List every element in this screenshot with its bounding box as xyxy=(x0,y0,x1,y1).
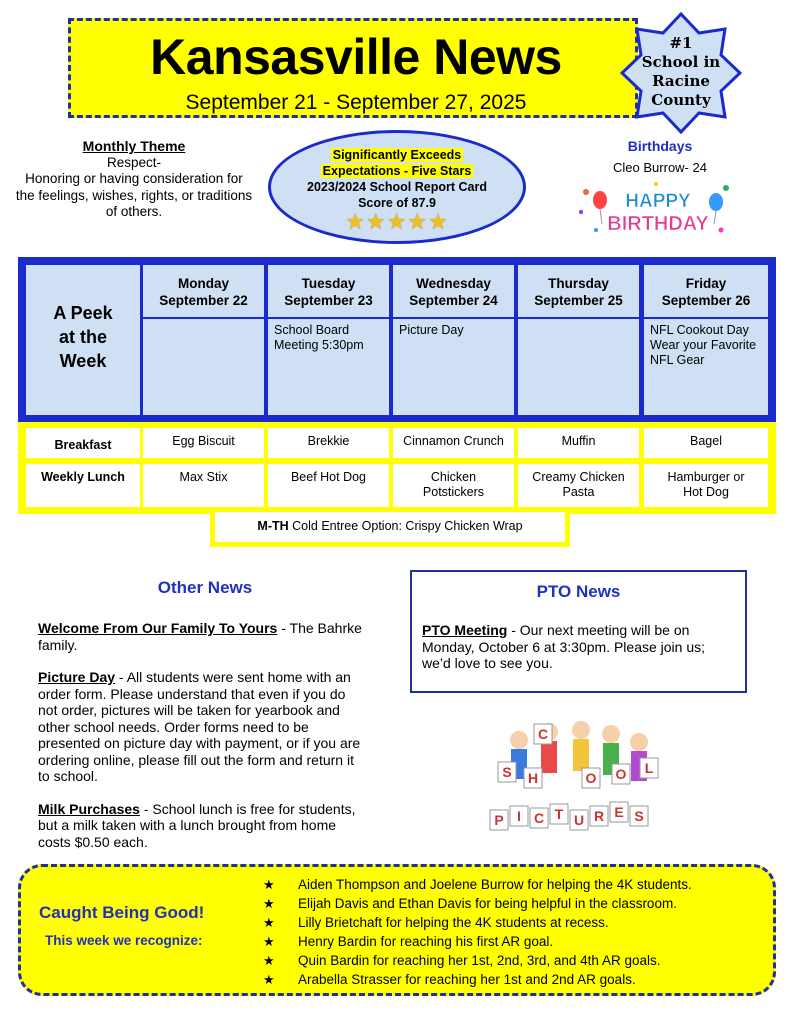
pictures-letter: U xyxy=(573,812,585,828)
lunch-item: Chicken Potstickers xyxy=(393,464,514,507)
recognition-item: ★ Elijah Davis and Ethan Davis for being helpful in the classroom. xyxy=(257,894,772,913)
day-event-text: Picture Day xyxy=(399,323,464,337)
day-date: September 22 xyxy=(159,293,248,308)
day-event-text: School Board Meeting 5:30pm xyxy=(274,323,364,352)
school-letter: C xyxy=(537,726,549,742)
day-header xyxy=(518,265,639,317)
school-letter: O xyxy=(585,770,597,786)
day-date: September 26 xyxy=(661,293,751,308)
lunch-item: Hamburger or Hot Dog xyxy=(644,464,768,507)
birthdays xyxy=(570,138,750,176)
badge-line: #1 xyxy=(669,34,693,52)
peek-cell xyxy=(26,265,140,415)
day-name: Tuesday xyxy=(301,276,356,291)
recognition-item: ★ Aiden Thompson and Joelene Burrow for helping the 4K students. xyxy=(257,875,772,894)
caught-being-good-box xyxy=(18,864,776,996)
news-item-title: Milk Purchases xyxy=(38,800,140,817)
day-events xyxy=(268,319,389,415)
day-date: September 25 xyxy=(534,293,623,308)
lunch-item: Beef Hot Dog xyxy=(268,464,389,507)
pto-item-text: - Our next meeting will be on Monday, October 6 at 3:30pm. Please join us; we’d love to see you. xyxy=(422,622,706,671)
cold-entree-days: M-TH xyxy=(257,519,289,533)
birthdays-heading: Birthdays xyxy=(627,138,693,154)
day-header xyxy=(268,265,389,317)
news-item xyxy=(38,620,368,653)
pictures-letter: R xyxy=(593,808,605,824)
day-header xyxy=(644,265,768,317)
birthday-entry: Cleo Burrow- 24 xyxy=(613,160,707,175)
theme-word: Respect- xyxy=(106,154,162,170)
breakfast-item: Cinnamon Crunch xyxy=(393,428,514,458)
report-card-oval xyxy=(268,130,526,244)
day-event-text: NFL Cookout Day Wear your Favorite NFL Gear xyxy=(650,323,757,367)
pictures-letter: C xyxy=(533,810,545,826)
badge-line: School in xyxy=(641,53,721,71)
school-letter: S xyxy=(502,764,512,780)
news-item xyxy=(38,669,368,785)
meal-table xyxy=(18,422,776,514)
school-letter: O xyxy=(615,766,627,782)
lunch-item: Creamy Chicken Pasta xyxy=(518,464,639,507)
news-item-text: - All students were sent home with an order form. Please understand that even if you do not order, pictures will be taken for yearbook and other school needs. Order forms need to be presented on picture day with payment, or if you are ordering online, please fill out the form and return it to school. xyxy=(38,669,361,784)
cold-entree-text: Cold Entree Option: Crispy Chicken Wrap xyxy=(292,519,523,533)
news-item xyxy=(38,801,368,851)
pictures-letter: S xyxy=(634,808,644,824)
news-item-title: Welcome From Our Family To Yours xyxy=(38,620,278,636)
report-line-2: Expectations - Five Stars xyxy=(322,164,472,178)
breakfast-item: Egg Biscuit xyxy=(143,428,264,458)
masthead xyxy=(68,18,638,118)
day-name: Wednesday xyxy=(416,276,491,291)
peek-label: A Peek xyxy=(53,303,113,323)
news-item-text: - The Bahrke family. xyxy=(38,620,362,653)
pto-news-body xyxy=(412,602,745,672)
peek-label: at the xyxy=(58,327,107,347)
badge-line: County xyxy=(651,91,711,109)
caught-heading: Caught Being Good! xyxy=(39,903,205,922)
day-event-text xyxy=(143,319,264,323)
day-name: Thursday xyxy=(548,276,609,291)
school-letter: L xyxy=(644,760,654,776)
day-header xyxy=(143,265,264,317)
lunch-item: Max Stix xyxy=(143,464,264,507)
news-item-title: Picture Day xyxy=(38,669,116,685)
school-letter: H xyxy=(527,770,539,786)
caught-subheading: This week we recognize: xyxy=(45,933,203,948)
pictures-letter: I xyxy=(517,808,521,824)
pictures-letter: E xyxy=(614,804,624,820)
recognition-item: ★ Lilly Brietchaft for helping the 4K students at recess. xyxy=(257,913,772,932)
day-date: September 23 xyxy=(284,293,373,308)
day-name: Monday xyxy=(177,276,229,291)
lunch-label: Weekly Lunch xyxy=(26,464,140,507)
breakfast-item: Muffin xyxy=(518,428,639,458)
pto-item-title: PTO Meeting xyxy=(422,622,508,638)
day-header xyxy=(393,265,514,317)
breakfast-item: Brekkie xyxy=(268,428,389,458)
pictures-letter: T xyxy=(554,806,564,822)
breakfast-item: Bagel xyxy=(644,428,768,458)
newsletter-dates: September 21 - September 27, 2025 xyxy=(185,91,527,114)
newsletter-title: Kansasville News xyxy=(150,29,562,85)
five-stars-icon: ★★★★★ xyxy=(345,209,449,234)
pto-news-box xyxy=(410,570,747,693)
recognition-list xyxy=(257,875,772,989)
day-name: Friday xyxy=(685,276,727,291)
other-news-heading: Other News xyxy=(157,578,253,597)
recognition-item: ★ Henry Bardin for reaching his first AR goal. xyxy=(257,932,772,951)
report-line-3: 2023/2024 School Report Card xyxy=(307,180,487,194)
day-date: September 24 xyxy=(409,293,498,308)
theme-description: Honoring or having consideration for the feelings, wishes, rights, or traditions of others. xyxy=(15,171,253,219)
day-events xyxy=(393,319,514,415)
breakfast-label: Breakfast xyxy=(26,428,140,458)
rank-badge xyxy=(620,12,742,134)
school-pictures-graphic xyxy=(484,718,664,838)
report-line-1: Significantly Exceeds xyxy=(332,148,462,162)
birthday-banner-bottom: BIRTHDAY xyxy=(607,213,709,235)
monthly-theme xyxy=(14,138,254,221)
report-line-4: Score of 87.9 xyxy=(358,196,436,210)
pto-news-heading: PTO News xyxy=(536,582,621,601)
peek-label: Week xyxy=(59,351,107,371)
birthday-banner-top: HAPPY xyxy=(625,191,691,212)
pictures-letter: P xyxy=(494,812,504,828)
day-events xyxy=(518,319,639,415)
happy-birthday-graphic xyxy=(576,180,740,240)
day-event-text xyxy=(518,319,639,323)
recognition-item: ★ Quin Bardin for reaching her 1st, 2nd, 3rd, and 4th AR goals. xyxy=(257,951,772,970)
other-news-body xyxy=(38,620,368,866)
recognition-item: ★ Arabella Strasser for reaching her 1st and 2nd AR goals. xyxy=(257,970,772,989)
news-item-text: - School lunch is free for students, but a milk taken with a lunch brought from home costs $0.50 each. xyxy=(38,800,356,850)
badge-line: Racine xyxy=(652,72,710,90)
day-events xyxy=(143,319,264,415)
day-events xyxy=(644,319,768,415)
week-calendar xyxy=(18,257,776,422)
cold-entree-note xyxy=(210,512,570,547)
theme-heading: Monthly Theme xyxy=(82,138,186,154)
